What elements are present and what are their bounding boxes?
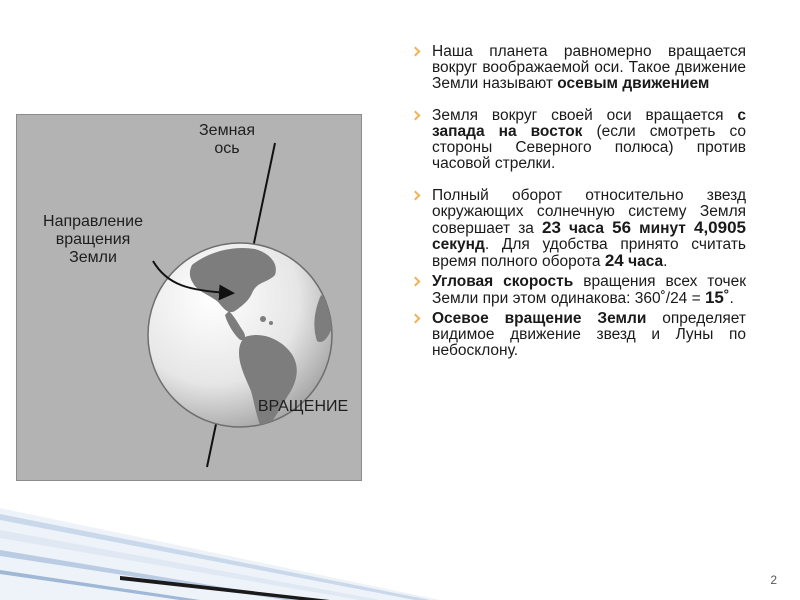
bullet-text: Земля вокруг своей оси вращается с запада на восток (если смотреть со стороны Северного полюса) против часовой стрелки. bbox=[432, 107, 746, 172]
earth-axis-label: Земная ось bbox=[199, 122, 255, 157]
chevron-right-icon bbox=[410, 44, 424, 60]
earth-illustration bbox=[17, 115, 363, 482]
earth-rotation-figure bbox=[16, 114, 362, 481]
bullet-apparent-motion bbox=[410, 311, 746, 359]
chevron-right-icon bbox=[410, 274, 424, 290]
text-content bbox=[410, 44, 746, 359]
bullet-full-rotation bbox=[410, 188, 746, 270]
chevron-right-icon bbox=[410, 188, 424, 204]
chevron-right-icon bbox=[410, 311, 424, 327]
rotation-direction-label: Направление вращения Земли bbox=[43, 213, 143, 266]
bullet-text: Полный оборот относительно звезд окружающих солнечную систему Земля совершает за 23 часа 56 минут 4,0905 секунд. Для удобства принято считать время полного оборота 24 часа. bbox=[432, 187, 746, 270]
bullet-text: Осевое вращение Земли определяет видимое движение звезд и Луны по небосклону. bbox=[432, 310, 746, 359]
bullet-axial-motion bbox=[410, 44, 746, 92]
rotation-label: ВРАЩЕНИЕ bbox=[257, 398, 349, 415]
chevron-right-icon bbox=[410, 108, 424, 124]
page-number: 2 bbox=[770, 573, 777, 587]
bullet-angular-velocity bbox=[410, 274, 746, 307]
bullet-text: Угловая скорость вращения всех точек Земли при этом одинакова: 360˚/24 = 15˚. bbox=[432, 273, 746, 307]
bullet-rotation-direction bbox=[410, 108, 746, 172]
decorative-stripes bbox=[0, 500, 800, 600]
bullet-text: Наша планета равномерно вращается вокруг воображаемой оси. Такое движение Земли называют осевым движением bbox=[432, 43, 746, 92]
